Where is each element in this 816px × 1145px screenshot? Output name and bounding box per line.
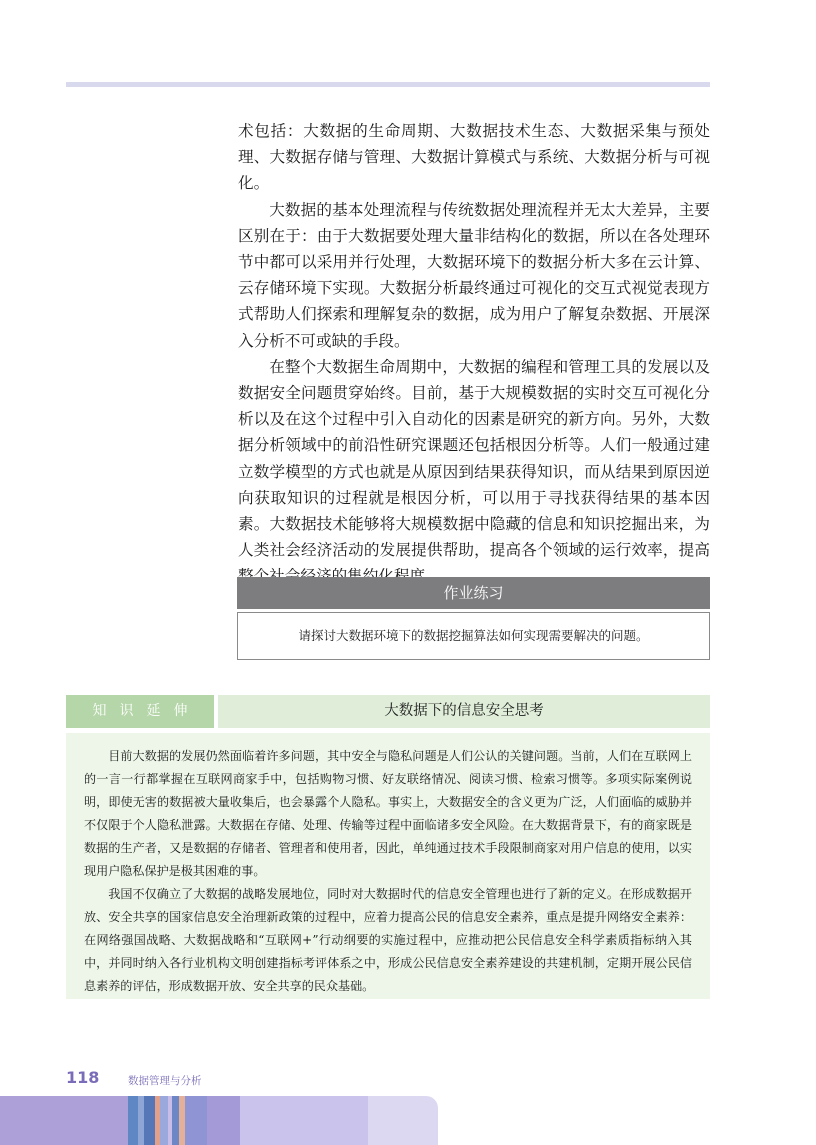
paragraph: 我国不仅确立了大数据的战略发展地位，同时对大数据时代的信息安全管理也进行了新的定义。在形成数据开放、安全共享的国家信息安全治理新政策的过程中，应着力提高公民的信息安全素养，重点是提升网络安全素养：在网络强国战略、大数据战略和“互联网+”行动纲要的实施过程中，应推动把公民信息安全科学素质指标纳入其中，并同时纳入各行业机构文明创建指标考评体系之中，形成公民信息安全素养建设的共建机制，定期开展公民信息素养的评估，形成数据开放、安全共享的民众基础。 [84, 887, 692, 993]
footer-stripe [144, 1096, 155, 1145]
top-rule [66, 82, 710, 87]
footer-decoration [0, 1096, 816, 1145]
paragraph: 术包括：大数据的生命周期、大数据技术生态、大数据采集与预处理、大数据存储与管理、大数据计算模式与系统、大数据分析与可视化。 [238, 122, 710, 193]
homework-question: 请探讨大数据环境下的数据挖掘算法如何实现需要解决的问题。 [237, 612, 710, 660]
page-number: 118 [66, 1068, 100, 1087]
extension-title: 大数据下的信息安全思考 [218, 695, 710, 728]
paragraph: 大数据的基本处理流程与传统数据处理流程并无太大差异，主要区别在于：由于大数据要处理大量非结构化的数据，所以在各处理环节中都可以采用并行处理，大数据环境下的数据分析大多在云计算、云存储环境下实现。大数据分析最终通过可视化的交互式视觉表现方式帮助人们探索和理解复杂的数据，成为用户了解复杂数据、开展深入分析不可或缺的手段。 [238, 200, 710, 350]
footer-stripe [185, 1096, 207, 1145]
book-title: 数据管理与分析 [128, 1075, 202, 1087]
footer-stripe [207, 1096, 240, 1145]
paragraph: 在整个大数据生命周期中，大数据的编程和管理工具的发展以及数据安全问题贯穿始终。目前，基于大规模数据的实时交互可视化分析以及在这个过程中引入自动化的因素是研究的新方向。另外，大数据分析领域中的前沿性研究课题还包括根因分析等。人们一般通过建立数学模型的方式也就是从原因到结果获得知识，而从结果到原因逆向获取知识的过程就是根因分析，可以用于寻找获得结果的基本因素。大数据技术能够将大规模数据中隐藏的信息和知识挖掘出来，为人类社会经济活动的发展提供帮助，提高各个领域的运行效率，提高 [238, 357, 710, 560]
extension-header [66, 695, 710, 728]
main-body-text [238, 118, 710, 590]
footer-stripe [160, 1096, 168, 1145]
footer-stripe [128, 1096, 138, 1145]
homework-header: 作业练习 [237, 577, 710, 609]
footer-stripe [172, 1096, 179, 1145]
paragraph: 目前大数据的发展仍然面临着许多问题，其中安全与隐私问题是人们公认的关键问题。当前，人们在互联网上的一言一行都掌握在互联网商家手中，包括购物习惯、好友联络情况、阅读习惯、检索习惯等。多项实际案例说明，即使无害的数据被大量收集后，也会暴露个人隐私。事实上，大数据安全的含义更为广泛，人们面临的威胁并不仅限于个人隐私泄露。大数据在存储、处理、传输等过程中面临诸多安全风险。在大数据背景下，有的商家既是数据的生产者，又是数据的存储者、管理者和使用者，因此，单纯通过技术手段限制商家对用户信息的使用，以实现用户隐私保护是极其困难的事。 [84, 749, 692, 878]
extension-tag: 知识延伸 [66, 695, 214, 728]
extension-body [66, 733, 710, 999]
footer-stripe [368, 1096, 438, 1145]
footer-stripe [0, 1096, 128, 1145]
footer-stripe [240, 1096, 368, 1145]
